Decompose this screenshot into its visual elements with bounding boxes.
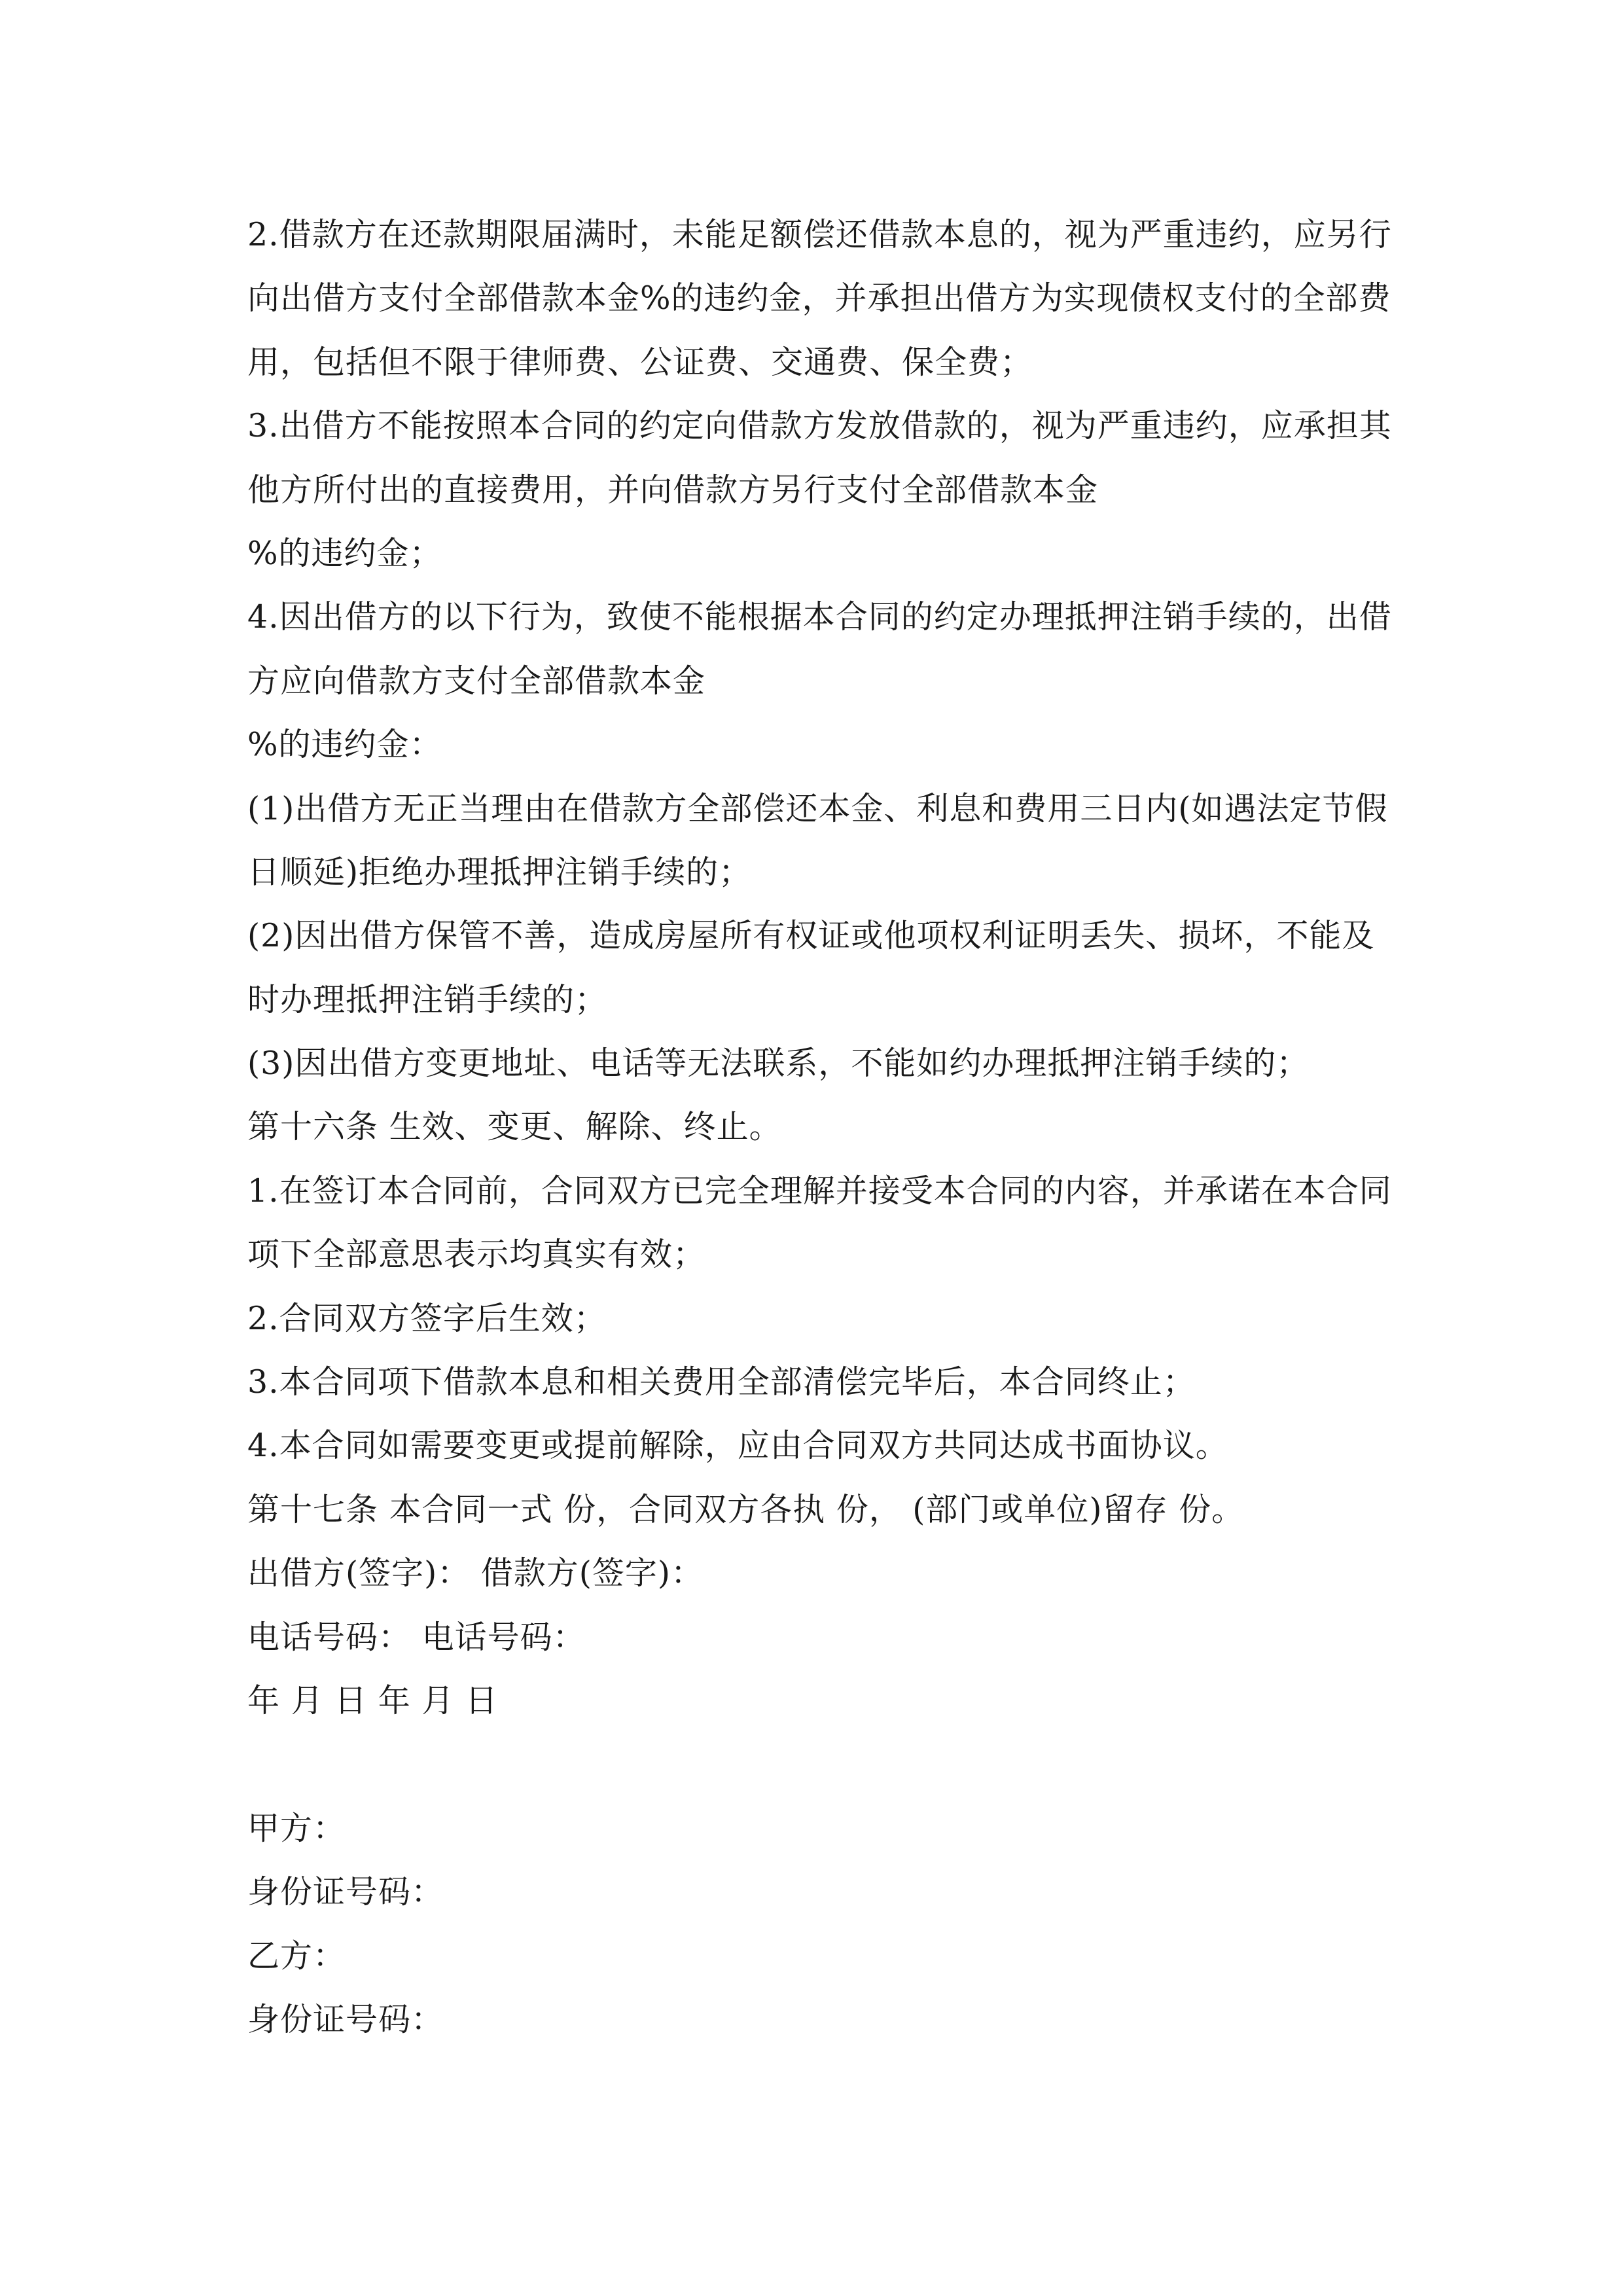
blank-spacer: [247, 1732, 1393, 1796]
section-heading: 第十六条 生效、变更、解除、终止。: [247, 1108, 782, 1146]
party-a-id-label: 身份证号码：: [247, 1873, 444, 1911]
text-line: 2.借款方在还款期限届满时，未能足额偿还借款本息的，视为严重违约，应另行: [247, 216, 1392, 253]
text-line: 用，包括但不限于律师费、公证费、交通费、保全费；: [247, 343, 1033, 381]
text-line: 项下全部意思表示均真实有效；: [247, 1236, 706, 1274]
text-line: (1)出借方无正当理由在借款方全部偿还本金、利息和费用三日内(如遇法定节假: [247, 789, 1388, 827]
text-line: 向出借方支付全部借款本金%的违约金，并承担出借方为实现债权支付的全部费: [247, 279, 1391, 317]
text-line: 时办理抵押注销手续的；: [247, 980, 608, 1018]
phone-line: 电话号码： 电话号码：: [247, 1618, 586, 1656]
document-body: [247, 203, 1393, 2051]
text-line: 1.在签订本合同前，合同双方已完全理解并接受本合同的内容，并承诺在本合同: [247, 1172, 1392, 1210]
section-heading: 第十七条 本合同一式 份，合同双方各执 份， (部门或单位)留存 份。: [247, 1490, 1245, 1528]
date-line: 年 月 日 年 月 日: [247, 1681, 498, 1719]
party-a-label: 甲方：: [247, 1809, 346, 1847]
text-line: 他方所付出的直接费用，并向借款方另行支付全部借款本金: [247, 471, 1099, 509]
signature-line: 出借方(签字)： 借款方(签字)：: [247, 1554, 704, 1592]
text-line: 日顺延)拒绝办理抵押注销手续的；: [247, 853, 752, 891]
text-line: 4.因出借方的以下行为，致使不能根据本合同的约定办理抵押注销手续的，出借: [247, 598, 1392, 636]
text-line: (3)因出借方变更地址、电话等无法联系，不能如约办理抵押注销手续的；: [247, 1045, 1310, 1083]
text-line: 3.本合同项下借款本息和相关费用全部清偿完毕后，本合同终止；: [247, 1363, 1196, 1401]
text-line: 2.合同双方签字后生效；: [247, 1299, 607, 1337]
text-line: 方应向借款方支付全部借款本金: [247, 662, 706, 700]
text-line: 4.本合同如需要变更或提前解除，应由合同双方共同达成书面协议。: [247, 1427, 1228, 1465]
text-line: (2)因出借方保管不善，造成房屋所有权证或他项权利证明丢失、损坏，不能及: [247, 917, 1375, 955]
text-line: %的违约金；: [247, 534, 442, 572]
party-b-label: 乙方：: [247, 1937, 346, 1975]
party-b-id-label: 身份证号码：: [247, 2000, 444, 2038]
text-line: %的违约金：: [247, 726, 442, 764]
text-line: 3.出借方不能按照本合同的约定向借款方发放借款的，视为严重违约，应承担其: [247, 407, 1392, 445]
